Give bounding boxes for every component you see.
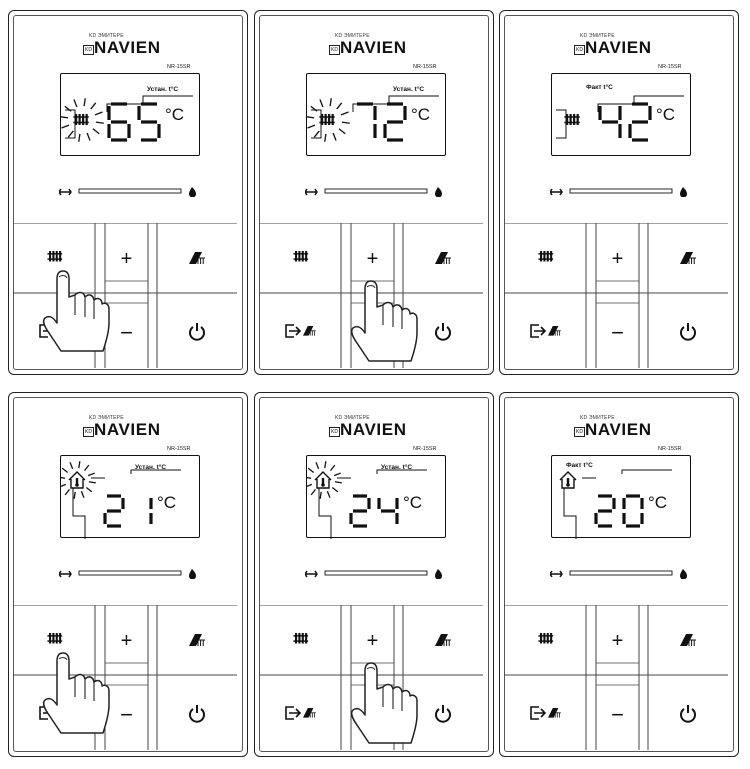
mode-label: Факт t°C	[586, 84, 613, 91]
button-area	[259, 605, 483, 750]
logo-kd-mark: KD	[574, 427, 585, 437]
plus-button[interactable]: +	[366, 248, 379, 270]
blink-rays	[61, 461, 96, 499]
exit-to-tap-icon[interactable]	[286, 325, 316, 337]
status-row	[305, 187, 455, 197]
controller-panel-2	[254, 10, 494, 375]
pointing-hand	[44, 271, 109, 351]
logo-name: NAVIEN	[340, 420, 407, 439]
power-icon[interactable]	[681, 323, 695, 340]
button-area	[13, 605, 237, 750]
exit-to-tap-icon[interactable]	[531, 325, 561, 337]
minus-button[interactable]: −	[120, 702, 133, 727]
level-bar	[325, 189, 427, 193]
controller-panel-5	[254, 392, 494, 757]
lcd-display	[306, 73, 446, 156]
temperature-unit: °C	[165, 105, 185, 124]
lcd-display	[60, 455, 200, 538]
lcd-graphics	[61, 456, 201, 539]
status-row	[550, 569, 700, 579]
logo-kd-mark: KD	[329, 427, 340, 437]
radiator-icon[interactable]	[293, 633, 308, 644]
plus-button[interactable]: +	[120, 248, 133, 270]
button-area	[504, 223, 728, 368]
button-area	[13, 223, 237, 368]
pointing-hand	[44, 653, 109, 733]
logo-tagline: KD ЭМИТЕРЕ	[580, 33, 615, 39]
wrench-icon	[550, 189, 562, 195]
lcd-bracket	[91, 470, 181, 478]
logo-kd-mark: KD	[329, 45, 340, 55]
exit-to-tap-icon[interactable]	[286, 707, 316, 719]
exit-to-tap-icon[interactable]	[531, 707, 561, 719]
radiator-icon[interactable]	[538, 251, 553, 262]
plus-button[interactable]: +	[120, 630, 133, 652]
wrench-icon	[59, 571, 71, 577]
controller-panel-3	[499, 10, 739, 375]
radiator-icon[interactable]	[47, 251, 62, 262]
logo-tagline: KD ЭМИТЕРЕ	[89, 33, 124, 39]
model-label: NR-15SR	[658, 446, 682, 452]
model-label: NR-15SR	[167, 446, 191, 452]
flame-icon	[435, 569, 442, 579]
house-thermometer-icon	[315, 472, 331, 488]
lcd-bracket	[564, 488, 576, 539]
temperature-unit: °C	[411, 105, 431, 124]
plus-button[interactable]: +	[611, 630, 624, 652]
mode-label: Устан. t°C	[135, 464, 167, 471]
level-bar	[79, 189, 181, 193]
lcd-graphics	[307, 74, 447, 157]
logo-kd-mark: KD	[574, 45, 585, 55]
logo-kd-mark: KD	[83, 45, 94, 55]
hot-water-tap-icon	[303, 326, 316, 336]
radiator-icon	[73, 114, 88, 125]
hot-water-tap-icon	[548, 708, 561, 718]
radiator-icon[interactable]	[538, 633, 553, 644]
status-row	[59, 569, 209, 579]
plus-button[interactable]: +	[366, 630, 379, 652]
temperature-unit: °C	[656, 105, 676, 124]
flame-icon	[189, 187, 196, 197]
power-icon[interactable]	[681, 705, 695, 722]
lcd-bracket	[311, 110, 321, 138]
plus-button[interactable]: +	[611, 248, 624, 270]
logo-tagline: KD ЭМИТЕРЕ	[580, 415, 615, 421]
mode-label: Факт t°C	[566, 462, 593, 469]
lcd-display	[60, 73, 200, 156]
lcd-display	[551, 455, 691, 538]
mode-label: Устан. t°C	[393, 86, 425, 93]
navien-logo	[329, 33, 429, 59]
model-label: NR-15SR	[658, 64, 682, 70]
flame-icon	[435, 187, 442, 197]
minus-button[interactable]: −	[611, 702, 624, 727]
hot-water-tap-icon[interactable]	[435, 252, 451, 264]
wrench-icon	[305, 189, 317, 195]
hot-water-tap-icon[interactable]	[680, 634, 696, 646]
hot-water-tap-icon[interactable]	[680, 252, 696, 264]
controller-panel-4	[8, 392, 248, 757]
model-label: NR-15SR	[413, 64, 437, 70]
logo-name: NAVIEN	[94, 420, 161, 439]
mode-label: Устан. t°C	[381, 464, 413, 471]
lcd-graphics	[307, 456, 447, 539]
level-bar	[570, 189, 672, 193]
flame-icon	[680, 187, 687, 197]
radiator-icon[interactable]	[47, 633, 62, 644]
wrench-icon	[305, 571, 317, 577]
power-icon[interactable]	[436, 323, 450, 340]
hot-water-tap-icon	[303, 708, 316, 718]
temperature-unit: °C	[157, 493, 177, 512]
blink-rays	[307, 461, 342, 499]
hot-water-tap-icon[interactable]	[435, 634, 451, 646]
hot-water-tap-icon[interactable]	[189, 252, 205, 264]
controller-panel-6	[499, 392, 739, 757]
logo-name: NAVIEN	[585, 420, 652, 439]
navien-logo	[574, 33, 674, 59]
lcd-bracket	[582, 470, 672, 478]
instruction-grid	[8, 10, 742, 762]
logo-kd-mark: KD	[83, 427, 94, 437]
level-bar	[570, 571, 672, 575]
mode-label: Устан. t°C	[147, 86, 179, 93]
lcd-bracket	[556, 110, 566, 138]
model-label: NR-15SR	[167, 64, 191, 70]
button-area	[259, 223, 483, 368]
radiator-icon[interactable]	[293, 251, 308, 262]
controller-panel-1	[8, 10, 248, 375]
lcd-display	[551, 73, 691, 156]
logo-name: NAVIEN	[585, 38, 652, 57]
navien-logo	[574, 415, 674, 441]
navien-logo	[83, 415, 183, 441]
status-row	[550, 187, 700, 197]
flame-icon	[680, 569, 687, 579]
radiator-icon	[564, 114, 579, 125]
hot-water-tap-icon[interactable]	[189, 634, 205, 646]
house-thermometer-icon	[69, 472, 85, 488]
lcd-display	[306, 455, 446, 538]
level-bar	[79, 571, 181, 575]
house-thermometer-icon	[560, 472, 576, 488]
navien-logo	[329, 415, 429, 441]
level-bar	[325, 571, 427, 575]
lcd-bracket	[65, 110, 75, 138]
navien-logo	[83, 33, 183, 59]
power-icon[interactable]	[190, 323, 204, 340]
flame-icon	[189, 569, 196, 579]
logo-tagline: KD ЭМИТЕРЕ	[89, 415, 124, 421]
lcd-bracket	[337, 470, 427, 478]
temperature-unit: °C	[403, 493, 423, 512]
temperature-unit: °C	[648, 493, 668, 512]
status-row	[59, 187, 209, 197]
button-area	[504, 605, 728, 750]
radiator-icon	[319, 114, 334, 125]
logo-tagline: KD ЭМИТЕРЕ	[335, 415, 370, 421]
minus-button[interactable]: −	[611, 320, 624, 345]
logo-name: NAVIEN	[94, 38, 161, 57]
logo-name: NAVIEN	[340, 38, 407, 57]
wrench-icon	[59, 189, 71, 195]
hot-water-tap-icon	[548, 326, 561, 336]
model-label: NR-15SR	[413, 446, 437, 452]
status-row	[305, 569, 455, 579]
power-icon[interactable]	[190, 705, 204, 722]
power-icon[interactable]	[436, 705, 450, 722]
lcd-graphics	[61, 74, 201, 157]
lcd-graphics	[552, 74, 692, 157]
logo-tagline: KD ЭМИТЕРЕ	[335, 33, 370, 39]
wrench-icon	[550, 571, 562, 577]
minus-button[interactable]: −	[120, 320, 133, 345]
